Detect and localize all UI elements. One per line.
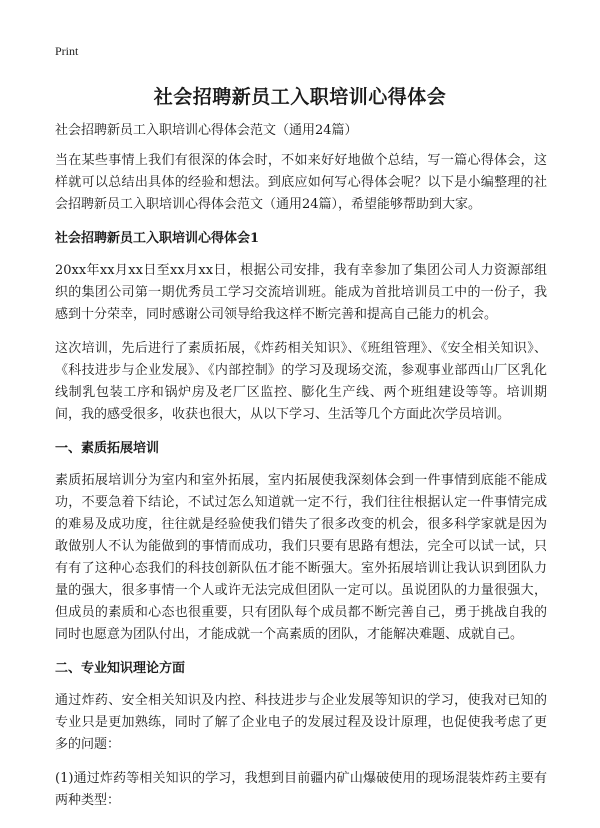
document-title: 社会招聘新员工入职培训心得体会 [153, 86, 447, 108]
paragraph-5: (1)通过炸药等相关知识的学习，我想到目前疆内矿山爆破使用的现场混装炸药主要有两种类型： [55, 771, 547, 808]
document-subtitle: 社会招聘新员工入职培训心得体会范文（通用24篇） [55, 123, 358, 138]
paragraph-1: 20xx年xx月xx日至xx月xx日，根据公司安排，我有幸参加了集团公司人力资源部组织的集团公司第一期优秀员工学习交流培训班。能成为首批培训员工中的一份子，我感到十分荣幸，同时感谢公司领导给我这样不断完善和提高自己能力的机会。 [55, 263, 547, 322]
heading-professional-knowledge: 二、专业知识理论方面 [55, 661, 186, 676]
paragraph-4: 通过炸药、安全相关知识及内控、科技进步与企业发展等知识的学习，使我对已知的专业只是更加熟练，同时了解了企业电子的发展过程及设计原理，也促使我考虑了更多的问题： [55, 693, 547, 752]
intro-paragraph: 当在某些事情上我们有很深的体会时，不如来好好地做个总结，写一篇心得体会，这样就可以总结出具体的经验和想法。到底应如何写心得体会呢？以下是小编整理的社会招聘新员工入职培训心得体会范文（通用24篇），希望能够帮助到大家。 [55, 153, 547, 212]
heading-quality-training: 一、素质拓展培训 [55, 441, 160, 456]
document-body [55, 120, 547, 824]
paragraph-2: 这次培训，先后进行了素质拓展，《炸药相关知识》、《班组管理》、《安全相关知识》、《科技进步与企业发展》、《内部控制》的学习及现场交流，参观事业部西山厂区乳化线制乳包装工序和锅炉房及老厂区监控、膨化生产线、两个班组建设等等。培训期间，我的感受很多，收获也很大，从以下学习、生活等几个方面此次学员培训。 [55, 341, 547, 422]
paragraph-3: 素质拓展培训分为室内和室外拓展，室内拓展使我深刻体会到一件事情到底能不能成功，不要急着下结论，不试过怎么知道就一定不行，我们往往根据认定一件事情完成的难易及成功度，往往就是经验使我们错失了很多改变的机会，很多科学家就是因为敢做别人不认为能做到的事情而成功，我们只要有思路有想法，完全可以试一试，只有有了这种心态我们的科技创新队伍才能不断强大。室外拓展培训让我认识到团队力量的强大，很多事情一个人或许无法完成但团队一定可以。虽说团队的力量很强大，但成员的素质和心态也很重要，只有团队每个成员都不断完善自己，勇于挑战自我的同时也愿意为团队付出，才能成就一个高素质的团队，才能解决难题、成就自己。 [55, 473, 547, 642]
print-link[interactable]: Print [55, 44, 79, 58]
section-heading-1: 社会招聘新员工入职培训心得体会1 [55, 231, 260, 246]
